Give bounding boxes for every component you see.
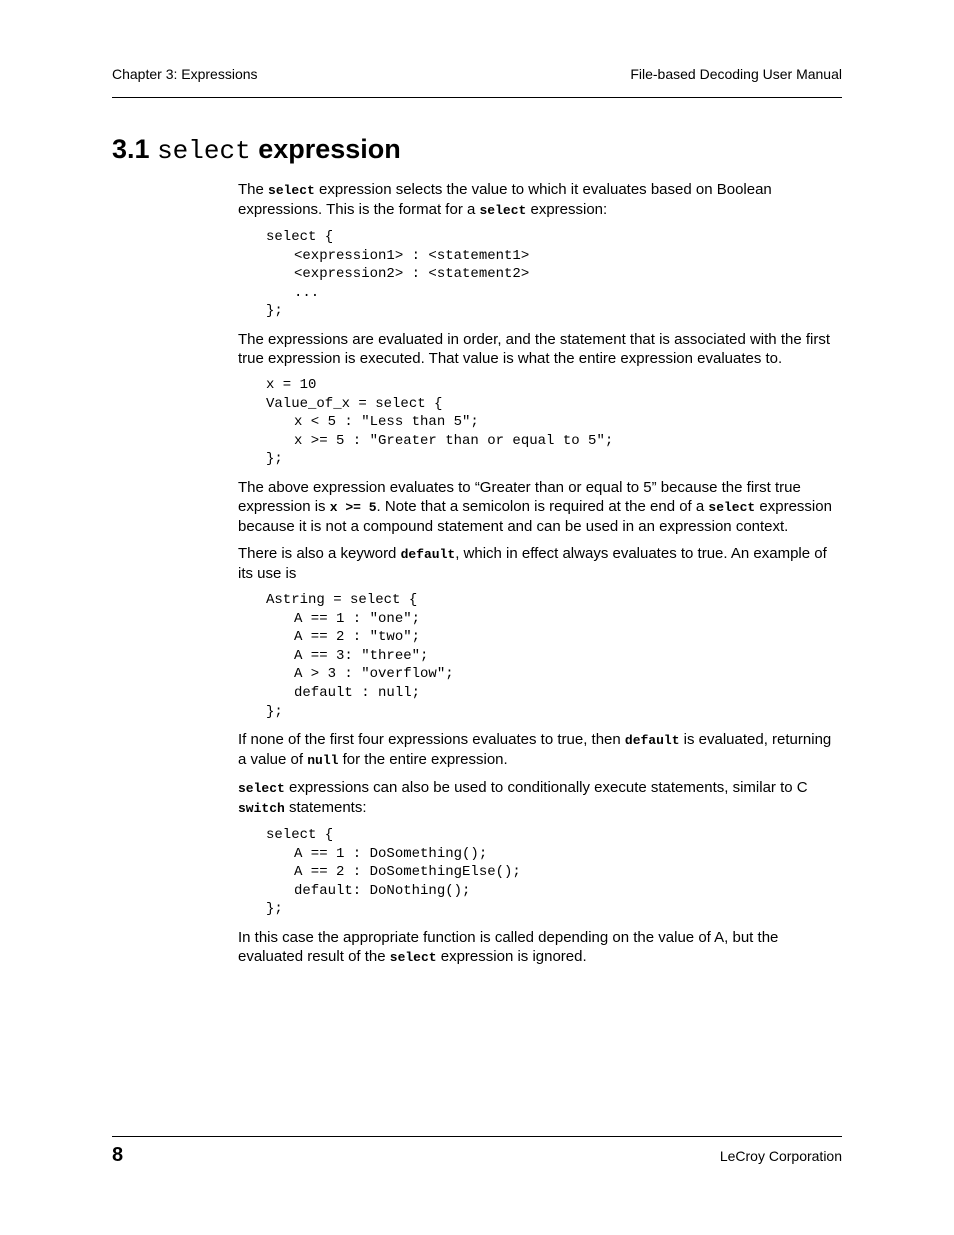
running-header-chapter: Chapter 3: Expressions <box>112 66 258 82</box>
text-run: statements: <box>284 799 367 817</box>
paragraph-semicolon-note <box>238 478 842 536</box>
header-divider <box>112 97 842 98</box>
footer-divider <box>112 1136 842 1137</box>
code-line: A == 1 : "one"; <box>294 610 421 627</box>
code-line: <expression2> : <statement2> <box>294 266 530 283</box>
text-run: The above expression evaluates to “Greater than or equal to 5” because the first true expression is <box>238 478 801 515</box>
body-content <box>238 180 842 975</box>
code-block-statements <box>266 826 842 919</box>
code-line: x = 10 <box>266 376 317 393</box>
inline-keyword: default <box>624 733 680 749</box>
paragraph-switch-usage <box>238 778 842 818</box>
section-title-keyword: select <box>157 136 251 166</box>
inline-keyword: select <box>268 183 315 198</box>
text-run: for the entire expression. <box>338 751 508 769</box>
inline-keyword: select <box>479 203 527 218</box>
code-line: ... <box>294 284 320 301</box>
inline-keyword: select <box>238 781 285 797</box>
paragraph-default-keyword <box>238 544 842 583</box>
paragraph-intro <box>238 180 842 220</box>
text-run: . Note that a semicolon is required at the end of a <box>376 497 709 515</box>
code-line: Astring = select { <box>266 591 418 608</box>
code-block-example-x <box>266 376 842 469</box>
code-line: default: DoNothing(); <box>294 882 471 899</box>
code-line: A == 2 : DoSomethingElse(); <box>294 864 521 881</box>
inline-keyword: default <box>400 546 456 562</box>
text-run: is evaluated, returning a value of <box>238 731 832 769</box>
code-line: }; <box>266 901 283 918</box>
text-run: There is also a keyword <box>238 544 401 562</box>
inline-keyword: select <box>708 499 756 515</box>
code-line: Value_of_x = select { <box>266 395 443 412</box>
inline-keyword: null <box>307 753 339 769</box>
code-line: <expression1> : <statement1> <box>294 247 530 264</box>
code-line: x < 5 : "Less than 5"; <box>294 414 479 431</box>
code-block-astring <box>266 591 842 721</box>
code-line: A == 1 : DoSomething(); <box>294 845 488 862</box>
inline-keyword: select <box>389 950 437 966</box>
inline-keyword: x >= 5 <box>329 499 377 515</box>
code-line: select { <box>266 827 334 844</box>
code-line: A > 3 : "overflow"; <box>294 666 454 683</box>
code-line: A == 3: "three"; <box>294 647 429 664</box>
inline-keyword: switch <box>238 801 285 817</box>
text-run: expression is ignored. <box>436 948 587 966</box>
code-line: select { <box>266 229 334 245</box>
paragraph-evaluation-order: The expressions are evaluated in order, and the statement that is associated with the first true expression is executed. That value is what the entire expression evaluates to. <box>238 330 830 367</box>
code-line: }; <box>266 303 283 320</box>
page-number: 8 <box>112 1144 124 1166</box>
text-run: If none of the first four expressions evaluates to true, then <box>238 731 625 749</box>
section-title <box>112 130 401 170</box>
section-number: 3.1 <box>112 134 150 164</box>
paragraph-result-ignored <box>238 928 842 967</box>
code-line: }; <box>266 451 283 468</box>
text-run: The <box>238 181 269 198</box>
text-run: expression selects the value to which it evaluates based on Boolean expressions. This is the format for a <box>238 181 772 218</box>
paragraph-default-evaluated <box>238 730 842 770</box>
running-header-manual-title: File-based Decoding User Manual <box>630 66 842 82</box>
text-run: expression: <box>526 201 608 218</box>
code-block-format <box>266 228 842 321</box>
text-run: expression because it is not a compound statement and can be used in an expression context. <box>238 497 832 535</box>
code-line: x >= 5 : "Greater than or equal to 5"; <box>294 432 614 449</box>
footer-company: LeCroy Corporation <box>719 1148 842 1164</box>
code-line: }; <box>266 703 283 720</box>
code-line: default : null; <box>294 684 421 701</box>
text-run: In this case the appropriate function is called depending on the value of A, but the evaluated result of the <box>238 929 779 966</box>
code-line: A == 2 : "two"; <box>294 629 421 646</box>
section-title-suffix: expression <box>258 134 401 164</box>
text-run: , which in effect always evaluates to true. An example of its use is <box>238 544 827 582</box>
text-run: expressions can also be used to conditionally execute statements, similar to C <box>284 779 808 797</box>
